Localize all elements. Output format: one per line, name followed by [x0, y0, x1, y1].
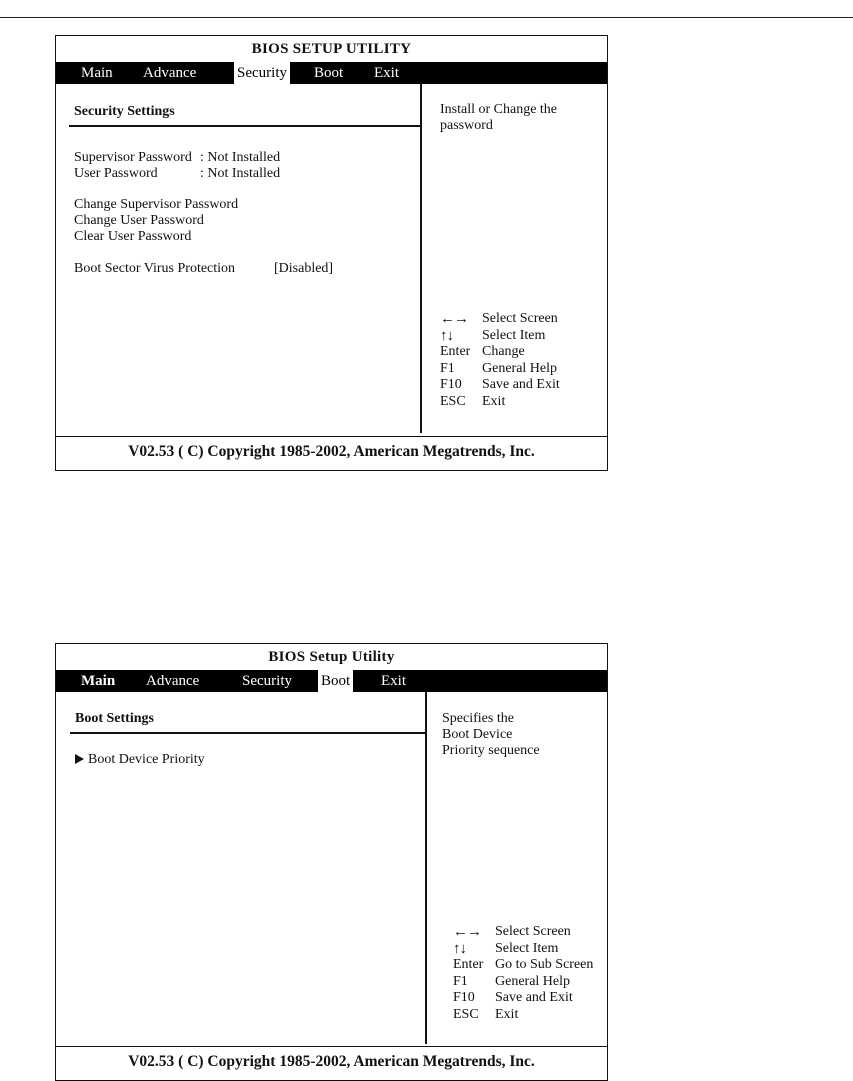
- bios-title: BIOS Setup Utility: [268, 649, 395, 665]
- user-password-label: User Password: [74, 166, 158, 181]
- tab-security[interactable]: Security: [242, 673, 292, 689]
- tab-advance[interactable]: Advance: [146, 673, 200, 689]
- tab-advance[interactable]: Advance: [143, 65, 197, 81]
- key-description: Change: [482, 344, 525, 359]
- up-down-arrows-icon: ↑↓: [440, 327, 453, 344]
- help-text: Install or Change the password: [440, 102, 558, 133]
- key-description: Save and Exit: [495, 990, 573, 1005]
- key-description: Select Screen: [495, 924, 571, 939]
- key-description: Select Screen: [482, 311, 558, 326]
- left-right-arrows-icon: ←→: [453, 924, 481, 940]
- pane-divider: [425, 692, 427, 1044]
- key-description: Save and Exit: [482, 377, 560, 392]
- boot-sector-virus-protection-value[interactable]: [Disabled]: [274, 261, 334, 276]
- boot-device-priority-label: Boot Device Priority: [88, 752, 205, 767]
- footer-rule: [56, 1046, 607, 1047]
- boot-sector-virus-protection-label[interactable]: Boot Sector Virus Protection: [74, 261, 236, 276]
- tab-main[interactable]: Main: [81, 65, 113, 81]
- key-description: Exit: [482, 393, 506, 409]
- key-name: F10: [453, 990, 475, 1005]
- submenu-arrow-icon: [75, 754, 84, 764]
- change-user-password-item[interactable]: Change User Password: [74, 213, 204, 228]
- boot-device-priority-item[interactable]: [75, 752, 205, 768]
- key-description: Go to Sub Screen: [495, 957, 594, 972]
- bios-boot-screen: [55, 643, 608, 1081]
- user-password-status: : Not Installed: [200, 166, 281, 181]
- left-right-arrows-icon: ←→: [440, 311, 468, 327]
- key-name: F1: [440, 360, 455, 376]
- key-name: ESC: [453, 1006, 479, 1022]
- menu-bar: [56, 670, 607, 692]
- menu-bar: [56, 62, 607, 84]
- pane-divider: [420, 84, 422, 433]
- tab-exit[interactable]: Exit: [374, 65, 399, 81]
- key-description: Select Item: [495, 940, 559, 956]
- key-name: Enter: [440, 344, 471, 359]
- section-heading-rule: [70, 732, 426, 734]
- key-description: General Help: [495, 973, 571, 989]
- key-name: F1: [453, 973, 468, 989]
- key-name: ESC: [440, 393, 466, 409]
- up-down-arrows-icon: ↑↓: [453, 940, 466, 957]
- tab-security[interactable]: Security: [234, 62, 290, 84]
- copyright-footer: V02.53 ( C) Copyright 1985-2002, American Megatrends, Inc.: [128, 1053, 535, 1070]
- change-supervisor-password-item[interactable]: Change Supervisor Password: [74, 197, 239, 212]
- bios-title: BIOS SETUP UTILITY: [251, 41, 412, 57]
- page-top-rule: [0, 17, 853, 18]
- clear-user-password-item[interactable]: Clear User Password: [74, 229, 192, 244]
- tab-boot[interactable]: Boot: [314, 65, 344, 81]
- supervisor-password-status: : Not Installed: [200, 150, 281, 165]
- tab-exit[interactable]: Exit: [381, 673, 406, 689]
- section-heading-rule: [69, 125, 420, 127]
- footer-rule: [56, 436, 607, 437]
- tab-main[interactable]: Main: [81, 673, 116, 689]
- bios-security-screen: [55, 35, 608, 471]
- tab-boot[interactable]: Boot: [318, 670, 353, 692]
- supervisor-password-label: Supervisor Password: [74, 150, 192, 165]
- key-description: General Help: [482, 360, 558, 376]
- key-name: Enter: [453, 957, 484, 972]
- key-name: F10: [440, 377, 462, 392]
- section-heading: Security Settings: [74, 104, 175, 119]
- section-heading: Boot Settings: [75, 711, 154, 726]
- copyright-footer: V02.53 ( C) Copyright 1985-2002, American Megatrends, Inc.: [128, 443, 535, 460]
- key-description: Select Item: [482, 327, 546, 343]
- help-text: Specifies the Boot Device Priority sequence: [442, 711, 540, 758]
- key-description: Exit: [495, 1006, 519, 1022]
